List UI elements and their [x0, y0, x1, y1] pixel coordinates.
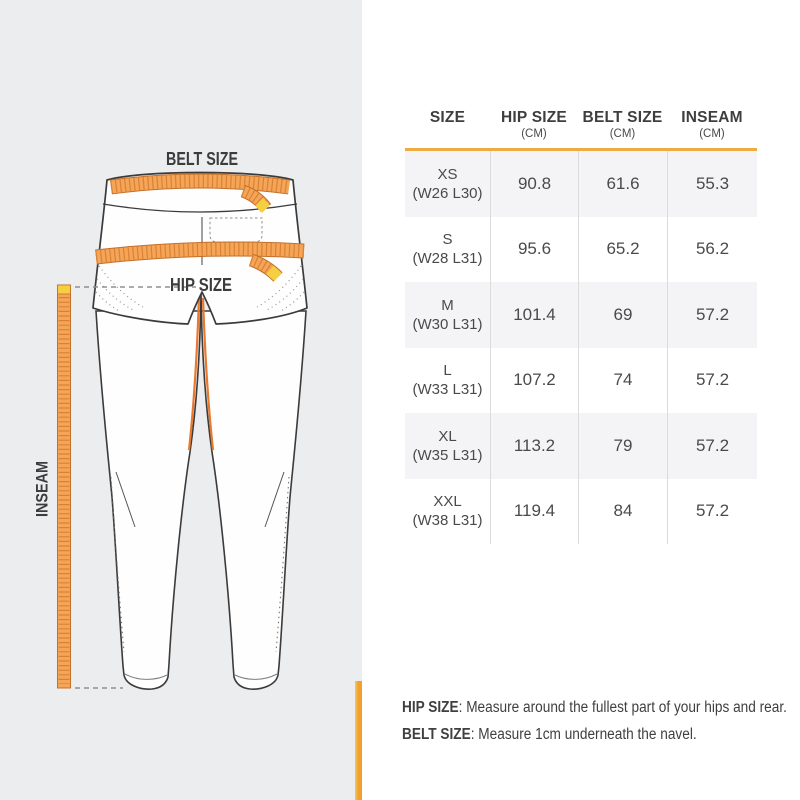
accent-bar: [355, 681, 362, 800]
column-header-inseam: INSEAM (CM): [681, 109, 743, 140]
column-header-size: SIZE: [429, 109, 466, 126]
table-row: [405, 151, 757, 217]
size-cell: L (W33 L31): [412, 362, 483, 399]
hip-cell: 107.2: [490, 348, 578, 414]
hip-cell: 101.4: [490, 282, 578, 348]
inseam-cell: 57.2: [667, 413, 757, 479]
table-row: [405, 282, 757, 348]
size-table-header: [405, 100, 757, 148]
table-row: [405, 479, 757, 545]
inseam-cell: 57.2: [667, 479, 757, 545]
inseam-cell: 57.2: [667, 282, 757, 348]
inseam-cell: 57.2: [667, 348, 757, 414]
belt-size-label: BELT SIZE: [166, 149, 238, 169]
size-cell: XL (W35 L31): [412, 427, 483, 464]
belt-cell: 84: [578, 479, 667, 545]
size-table: [405, 100, 757, 544]
hip-cell: 113.2: [490, 413, 578, 479]
belt-size-note: BELT SIZE: Measure 1cm underneath the navel.: [402, 726, 697, 743]
column-header-hip-size: HIP SIZE (CM): [501, 109, 567, 140]
size-cell: M (W30 L31): [412, 296, 483, 333]
measuring-notes: [402, 694, 800, 748]
size-cell: S (W28 L31): [412, 231, 483, 268]
belt-cell: 74: [578, 348, 667, 414]
belt-cell: 79: [578, 413, 667, 479]
column-header-belt-size: BELT SIZE (CM): [582, 109, 663, 140]
belt-cell: 69: [578, 282, 667, 348]
inseam-cell: 56.2: [667, 217, 757, 283]
belt-cell: 65.2: [578, 217, 667, 283]
hip-size-note: HIP SIZE: Measure around the fullest part of your hips and rear.: [402, 699, 787, 716]
inseam-cell: 55.3: [667, 151, 757, 217]
hip-size-label: HIP SIZE: [170, 275, 232, 295]
hip-cell: 119.4: [490, 479, 578, 545]
inseam-label: INSEAM: [32, 450, 52, 517]
table-row: [405, 217, 757, 283]
size-cell: XS (W26 L30): [412, 165, 483, 202]
hip-cell: 95.6: [490, 217, 578, 283]
table-row: [405, 348, 757, 414]
belt-cell: 61.6: [578, 151, 667, 217]
table-row: [405, 413, 757, 479]
garment-measurement-diagram: [0, 0, 362, 800]
leggings-drawing: [96, 294, 306, 689]
size-cell: XXL (W38 L31): [412, 493, 483, 530]
hip-cell: 90.8: [490, 151, 578, 217]
inseam-tape: [58, 285, 71, 688]
